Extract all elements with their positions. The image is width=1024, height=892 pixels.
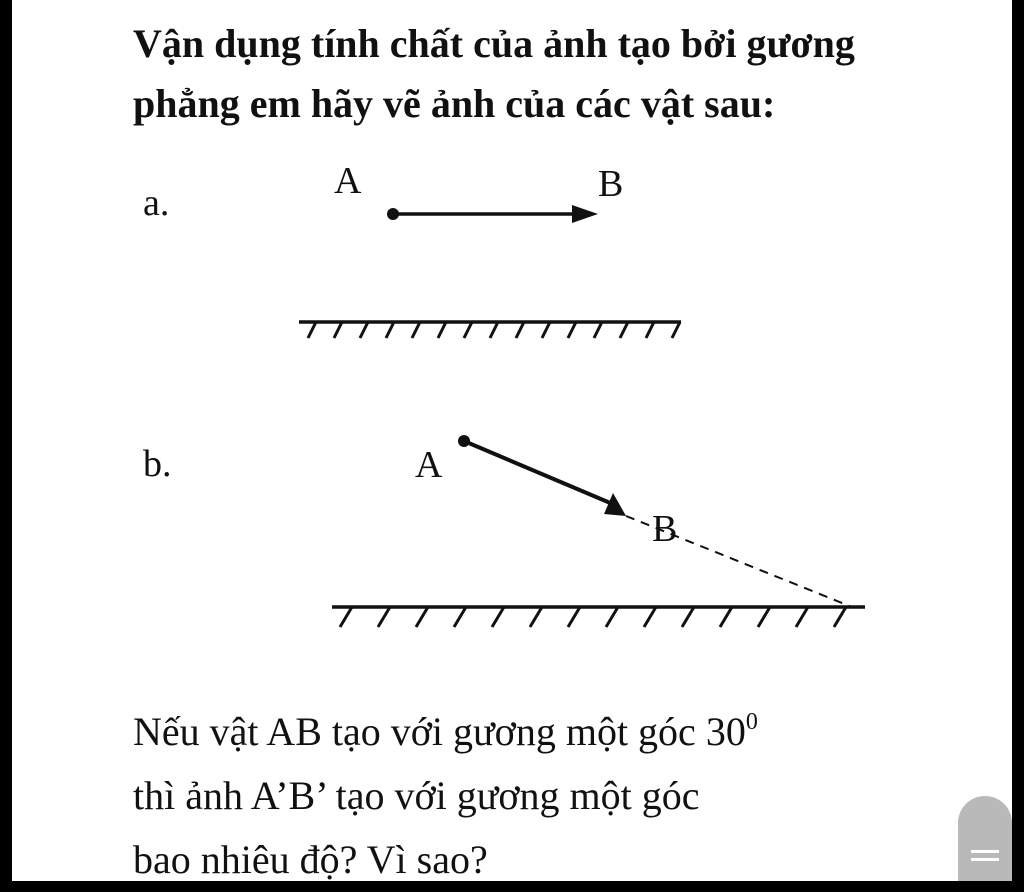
figure-a-mirror-hatching — [308, 322, 680, 338]
figure-b-dashed-extension — [626, 516, 852, 607]
hatch-mark — [720, 607, 732, 627]
figure-b-point-a-label: A — [415, 444, 443, 486]
hatch-mark — [490, 322, 498, 338]
hatch-mark — [416, 607, 428, 627]
hatch-mark — [412, 322, 420, 338]
figure-a-object-ab — [387, 205, 598, 223]
figure-b-mirror — [332, 607, 865, 627]
figure-b-label: b. — [143, 443, 172, 485]
hatch-mark — [360, 322, 368, 338]
hatch-mark — [796, 607, 808, 627]
hatch-mark — [438, 322, 446, 338]
figure-b-mirror-hatching — [340, 607, 846, 627]
hatch-mark — [542, 322, 550, 338]
question-line-2: thì ảnh A’B’ tạo với gương một góc — [133, 773, 700, 818]
hatch-mark — [568, 607, 580, 627]
figure-b-point-b-label: B — [652, 508, 678, 550]
hatch-mark — [530, 607, 542, 627]
hatch-mark — [644, 607, 656, 627]
question-line-1 — [133, 700, 933, 764]
scroll-to-top-button[interactable] — [958, 796, 1012, 881]
figure-a-arrowhead — [572, 205, 598, 223]
hatch-mark — [834, 607, 846, 627]
figure-a-point-b-label: B — [598, 163, 624, 205]
hatch-mark — [492, 607, 504, 627]
figure-a-point-a-label: A — [334, 160, 362, 202]
hatch-mark — [386, 322, 394, 338]
hatch-mark — [620, 322, 628, 338]
degree-superscript: 0 — [745, 709, 758, 735]
figure-b-arrowhead — [604, 493, 626, 516]
figure-b-segment — [464, 441, 615, 505]
hatch-mark — [378, 607, 390, 627]
hatch-mark — [340, 607, 352, 627]
figure-a-mirror — [299, 322, 681, 338]
hatch-mark — [606, 607, 618, 627]
menu-icon — [971, 850, 999, 862]
hatch-mark — [672, 322, 680, 338]
worksheet — [12, 0, 1012, 881]
hatch-mark — [568, 322, 576, 338]
figure-a-label: a. — [143, 182, 170, 224]
hatch-mark — [464, 322, 472, 338]
hatch-mark — [334, 322, 342, 338]
hatch-mark — [594, 322, 602, 338]
question-text — [133, 700, 933, 892]
heading-line-1: Vận dụng tính chất của ảnh tạo bởi gương — [133, 21, 855, 66]
question-line-1-text: Nếu vật AB tạo với gương một góc 30 — [133, 709, 746, 754]
question-line-3: bao nhiêu độ? Vì sao? — [133, 837, 488, 882]
hatch-mark — [682, 607, 694, 627]
figure-b-object-ab — [458, 435, 852, 607]
hatch-mark — [454, 607, 466, 627]
hatch-mark — [308, 322, 316, 338]
hatch-mark — [516, 322, 524, 338]
hatch-mark — [758, 607, 770, 627]
hatch-mark — [646, 322, 654, 338]
heading-line-2: phẳng em hãy vẽ ảnh của các vật sau: — [133, 81, 776, 126]
